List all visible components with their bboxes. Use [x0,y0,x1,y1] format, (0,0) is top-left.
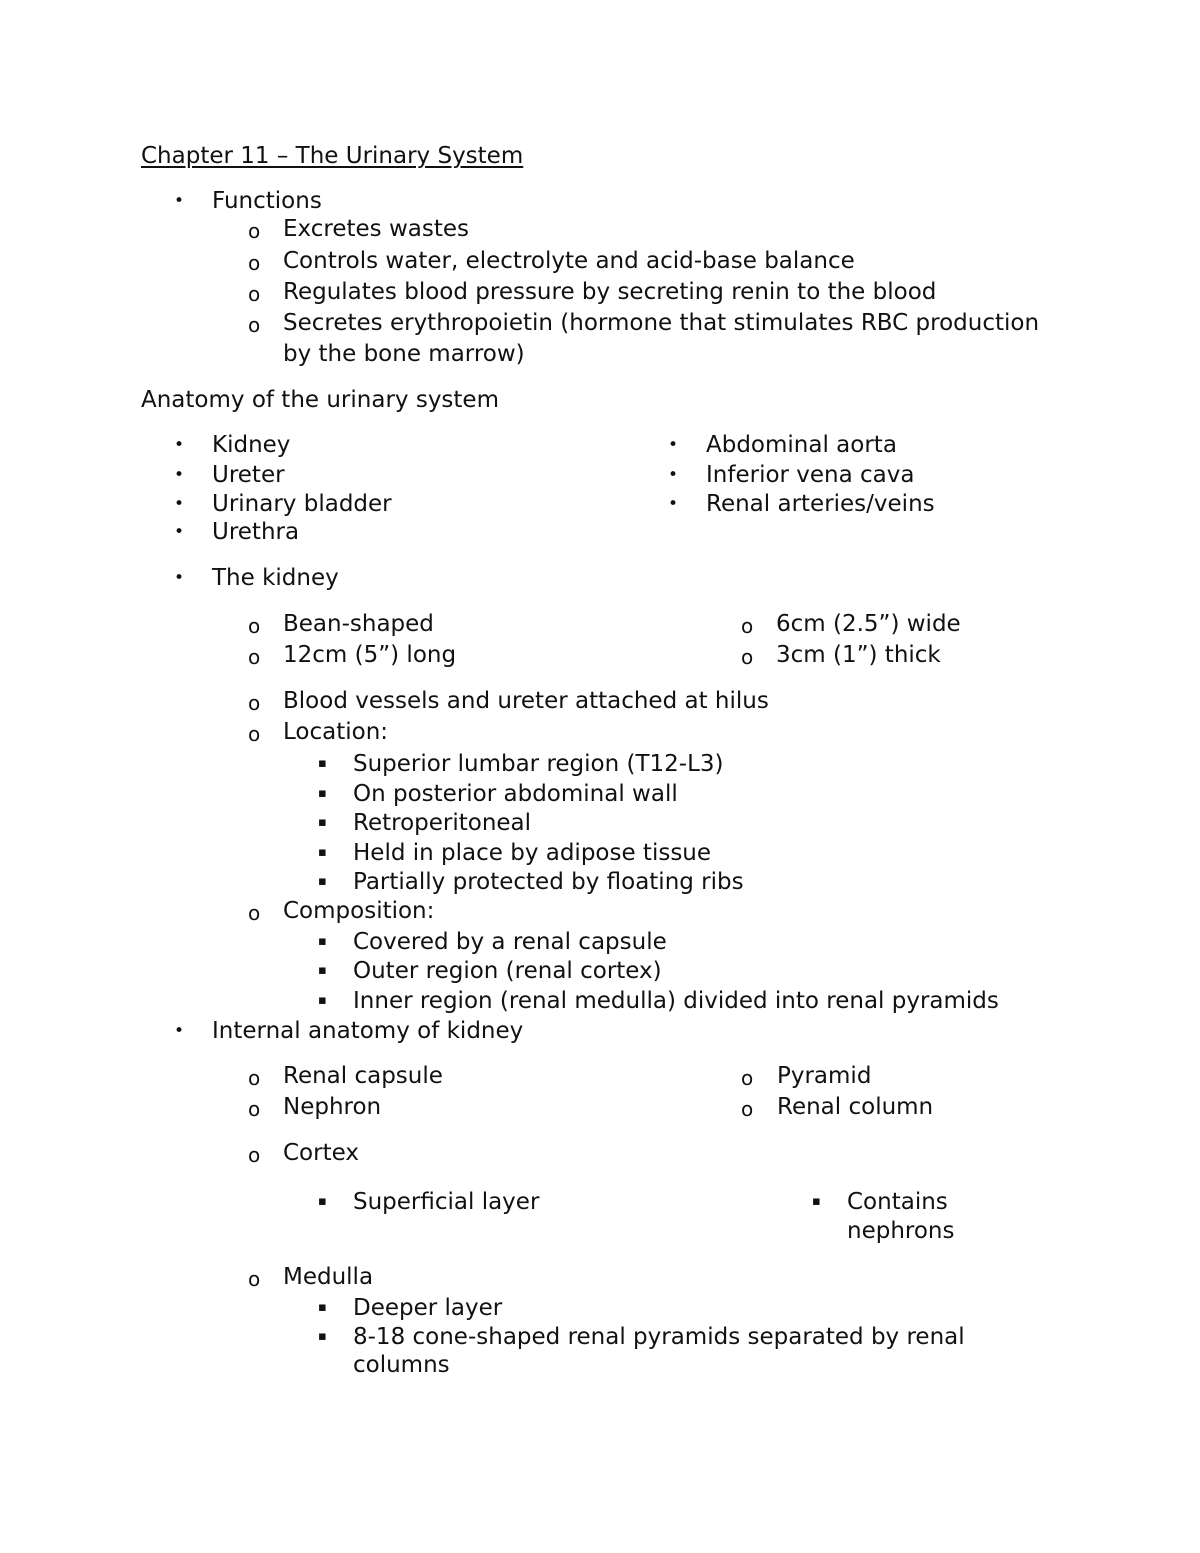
cortex-left-item: Superficial layer [353,1189,540,1215]
kidney-left-item: Bean-shaped [283,611,434,637]
bullet-circle: o [248,251,261,275]
bullet-circle: o [741,1097,754,1121]
cortex-right-item-continued: nephrons [847,1218,955,1244]
anatomy-left-item: Urinary bladder [212,491,392,517]
bullet-disc: • [668,435,679,455]
bullet-square: ▪ [318,756,327,771]
bullet-circle: o [248,219,261,243]
bullet-circle: o [248,614,261,638]
internal-left-item: Renal capsule [283,1063,443,1089]
bullet-square: ▪ [318,874,327,889]
internal-right-item: Pyramid [777,1063,872,1089]
medulla-label: Medulla [283,1264,374,1290]
anatomy-left-item: Urethra [212,519,300,545]
bullet-disc: • [174,522,185,542]
bullet-square: ▪ [318,993,327,1008]
bullet-circle: o [741,614,754,638]
internal-heading: Internal anatomy of kidney [212,1018,524,1044]
functions-heading: Functions [212,188,322,214]
bullet-disc: • [174,435,185,455]
bullet-square: ▪ [318,1300,327,1315]
anatomy-right-item: Abdominal aorta [706,432,897,458]
bullet-circle: o [248,282,261,306]
bullet-circle: o [248,1066,261,1090]
bullet-circle: o [248,1267,261,1291]
bullet-circle: o [248,1097,261,1121]
bullet-square: ▪ [318,934,327,949]
anatomy-left-item: Ureter [212,462,285,488]
bullet-circle: o [741,1066,754,1090]
page-title: Chapter 11 – The Urinary System [141,143,524,169]
bullet-square: ▪ [812,1194,821,1209]
composition-item: Covered by a renal capsule [353,929,667,955]
location-item: Held in place by adipose tissue [353,840,712,866]
functions-item-continued: by the bone marrow) [283,341,525,367]
bullet-square: ▪ [318,1194,327,1209]
functions-item: Controls water, electrolyte and acid-base balance [283,248,855,274]
medulla-item-continued: columns [353,1352,450,1378]
location-item: On posterior abdominal wall [353,781,678,807]
bullet-circle: o [741,645,754,669]
bullet-disc: • [174,494,185,514]
cortex-right-item: Contains [847,1189,948,1215]
bullet-circle: o [248,313,261,337]
bullet-circle: o [248,901,261,925]
functions-item: Regulates blood pressure by secreting renin to the blood [283,279,937,305]
bullet-disc: • [174,465,185,485]
anatomy-right-item: Renal arteries/veins [706,491,935,517]
bullet-square: ▪ [318,963,327,978]
kidney-right-item: 6cm (2.5”) wide [776,611,961,637]
bullet-disc: • [174,568,185,588]
kidney-hilus: Blood vessels and ureter attached at hilus [283,688,769,714]
bullet-circle: o [248,691,261,715]
anatomy-heading: Anatomy of the urinary system [141,387,499,413]
bullet-square: ▪ [318,815,327,830]
internal-right-item: Renal column [777,1094,934,1120]
bullet-square: ▪ [318,845,327,860]
kidney-heading: The kidney [212,565,339,591]
medulla-item: 8-18 cone-shaped renal pyramids separated by renal [353,1324,965,1350]
location-item: Retroperitoneal [353,810,532,836]
composition-item: Outer region (renal cortex) [353,958,662,984]
kidney-left-item: 12cm (5”) long [283,642,457,668]
bullet-square: ▪ [318,1329,327,1344]
functions-item: Secretes erythropoietin (hormone that stimulates RBC production [283,310,1040,336]
anatomy-right-item: Inferior vena cava [706,462,915,488]
cortex-label: Cortex [283,1140,359,1166]
kidney-location-label: Location: [283,719,389,745]
kidney-composition-label: Composition: [283,898,435,924]
bullet-disc: • [668,494,679,514]
functions-item: Excretes wastes [283,216,469,242]
bullet-circle: o [248,1143,261,1167]
composition-item: Inner region (renal medulla) divided into renal pyramids [353,988,999,1014]
location-item: Superior lumbar region (T12-L3) [353,751,724,777]
anatomy-left-item: Kidney [212,432,291,458]
internal-left-item: Nephron [283,1094,382,1120]
bullet-disc: • [174,1021,185,1041]
location-item: Partially protected by floating ribs [353,869,744,895]
bullet-disc: • [668,465,679,485]
bullet-circle: o [248,722,261,746]
kidney-right-item: 3cm (1”) thick [776,642,941,668]
bullet-square: ▪ [318,786,327,801]
bullet-circle: o [248,645,261,669]
bullet-disc: • [174,191,185,211]
medulla-item: Deeper layer [353,1295,503,1321]
